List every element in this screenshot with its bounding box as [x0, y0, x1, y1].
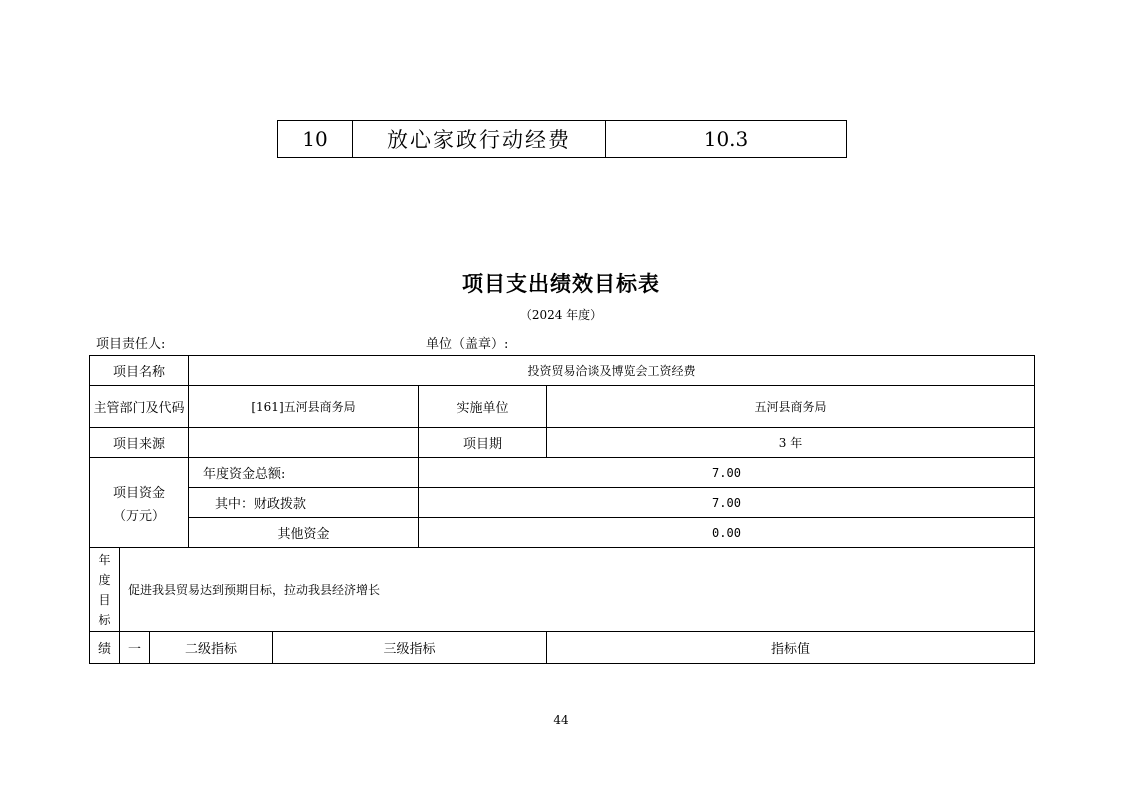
annual-goal-char: 标	[98, 612, 111, 627]
annual-goal-char: 度	[98, 572, 111, 587]
annual-goal-label	[90, 548, 120, 632]
source-label: 项目来源	[90, 428, 189, 458]
unit-seal-label: 单位（盖章）:	[426, 337, 509, 352]
annual-total-value: 7.00	[419, 458, 1035, 488]
dept-value: [161]五河县商务局	[189, 386, 419, 428]
annual-goal-value: 促进我县贸易达到预期目标，拉动我县经济增长	[120, 548, 1035, 632]
table-row	[90, 632, 1035, 664]
annual-total-label: 年度资金总额:	[189, 458, 419, 488]
impl-unit-label: 实施单位	[419, 386, 547, 428]
project-name-label: 项目名称	[90, 356, 189, 386]
performance-table	[89, 355, 1035, 664]
annual-goal-char: 年	[98, 552, 111, 567]
summary-table	[277, 120, 847, 158]
item-amount: 10.3	[606, 121, 847, 158]
annual-goal-char: 目	[98, 592, 111, 607]
other-funds-label: 其他资金	[189, 518, 419, 548]
item-number: 10	[278, 121, 353, 158]
perf-label: 绩	[90, 632, 120, 664]
table-row	[90, 386, 1035, 428]
funds-label	[90, 458, 189, 548]
period-value: 3 年	[547, 428, 1035, 458]
impl-unit-value: 五河县商务局	[547, 386, 1035, 428]
table-row	[90, 488, 1035, 518]
fiscal-label: 其中：财政拨款	[189, 488, 419, 518]
level3-label: 三级指标	[273, 632, 547, 664]
indicator-value-label: 指标值	[547, 632, 1035, 664]
table-row	[90, 518, 1035, 548]
page-title: 项目支出绩效目标表	[462, 271, 660, 296]
item-name: 放心家政行动经费	[353, 121, 606, 158]
funds-label-line2: （万元）	[112, 508, 165, 524]
dept-label: 主管部门及代码	[90, 386, 189, 428]
source-value	[189, 428, 419, 458]
page-number: 44	[553, 713, 569, 727]
table-row	[278, 121, 847, 158]
year-subtitle: （2024 年度）	[519, 308, 603, 322]
responsible-person-label: 项目责任人:	[96, 337, 166, 352]
project-name-value: 投资贸易洽谈及博览会工资经费	[189, 356, 1035, 386]
fiscal-value: 7.00	[419, 488, 1035, 518]
funds-label-line1: 项目资金	[112, 485, 165, 501]
table-row	[90, 548, 1035, 632]
level1-label: 一	[120, 632, 150, 664]
other-funds-value: 0.00	[419, 518, 1035, 548]
period-label: 项目期	[419, 428, 547, 458]
table-row	[90, 428, 1035, 458]
table-row	[90, 458, 1035, 488]
table-row	[90, 356, 1035, 386]
level2-label: 二级指标	[150, 632, 273, 664]
